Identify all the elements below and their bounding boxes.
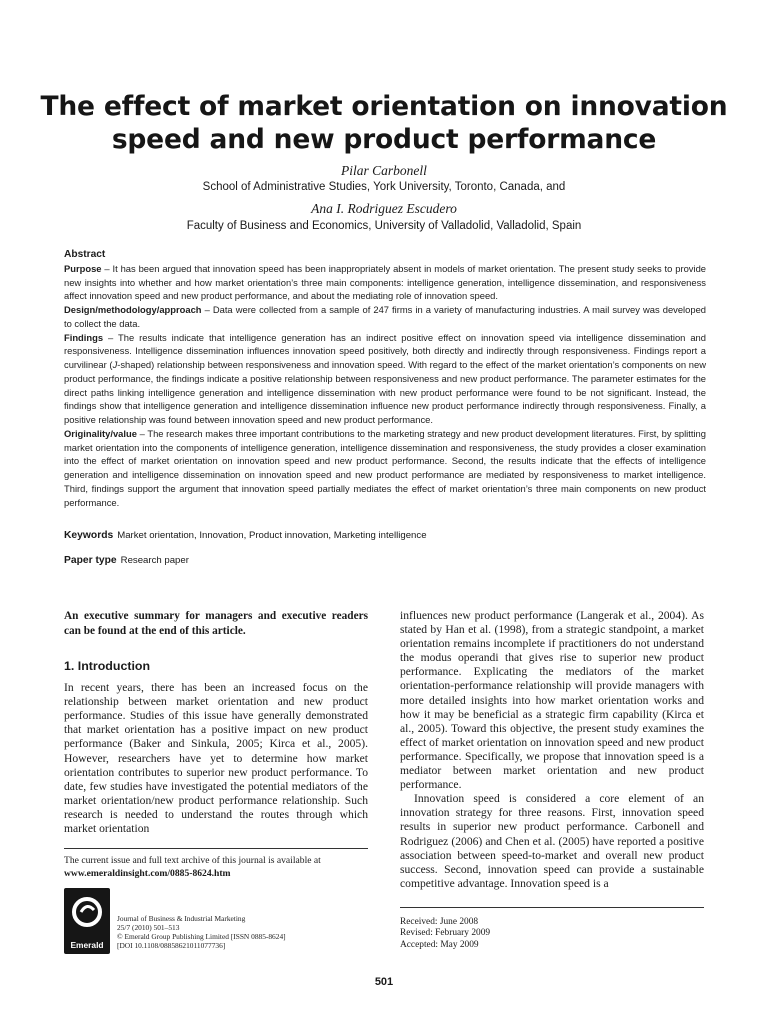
abstract-heading: Abstract — [64, 249, 106, 260]
abstract-originality — [64, 427, 706, 510]
abstract — [64, 248, 706, 509]
paper-type-label: Paper type — [64, 555, 117, 566]
emerald-logo — [64, 888, 110, 954]
date-revised: Revised: February 2009 — [400, 928, 491, 939]
keywords-value: Market orientation, Innovation, Product innovation, Marketing intelligence — [117, 530, 427, 541]
journal-doi: [DOI 10.1108/08858621011077736] — [117, 941, 226, 950]
dates-divider — [400, 907, 704, 908]
keywords-label: Keywords — [64, 530, 114, 541]
findings-j: J — [112, 359, 118, 370]
paper-title: The effect of market orientation on innovation speed and new product performance — [40, 91, 728, 155]
abstract-purpose — [64, 262, 706, 303]
keywords — [64, 530, 427, 541]
right-paragraph-1: influences new product performance (Langerak et al., 2004). As stated by Han et al. (1998), from a strategic standpoint, a market orientation remains incomplete if practitioners do not understand the modus operandi that gives rise to superior new product performance. Explicating the mediators of the market orientation-performance relationship will provide managers with more detailed insights into how market orientation works and how it may be beneficial as a strategic firm capability (Kirca et al., 2005). Toward this objective, the present study examines the effect of market orientation on innovation speed and new product performance. Specifically, we propose that innovation speed is a mediator between market orientation and new product performance. — [400, 609, 704, 792]
design-label: Design/methodology/approach — [64, 304, 202, 315]
purpose-text: – It has been argued that innovation speed has been inappropriately absent in models of market orientation. The present study seeks to provide new insights into whether and how market orientation’s three main components: intelligence generation, intelligence dissemination, and responsiveness affect innovation speed and new product performance, and about the mediating role of innovation speed. — [64, 262, 706, 302]
footnote-divider — [64, 848, 368, 849]
originality-label: Originality/value — [64, 427, 137, 439]
purpose-label: Purpose — [64, 262, 102, 274]
right-column — [400, 609, 704, 891]
findings-text-a: – The results indicate that intelligence generation has an indirect positive effect on innovation speed via intelligence dissemination and responsiveness. Intelligence dissemination influences innovation speed positively, both directly and indirectly through responsiveness. Findings report a curvilinear ( — [64, 331, 706, 370]
left-column — [64, 609, 368, 836]
paper-type — [64, 555, 189, 566]
intro-paragraph: In recent years, there has been an increased focus on the relationship between market orientation and new product performance. Studies of this issue have generally demonstrated that market orientation has a positive impact on new product performance (Baker and Sinkula, 2005; Kirca et al., 2005). However, researchers have yet to determine how market orientation contributes to superior new product performance. To date, few studies have investigated the potential mediators of the market orientation/new product performance relationship. Such research is needed to understand the routes through which market orientation — [64, 681, 368, 836]
page-number: 501 — [374, 976, 394, 988]
findings-text-b: -shaped) relationship between responsiveness and innovation speed. With regard to the effect of the market orientation’s components on new product performance, the findings indicate a positive relationship between responsiveness and new product performance. The parameter estimates for the direct paths linking intelligence generation and intelligence dissemination with new product performance were found to be not significant. Instead, the findings show that intelligence generation and intelligence dissemination influence new product performance indirectly through responsiveness. Finally, a positive relationship was found between innovation speed and new product performance. — [64, 359, 707, 425]
author-2-affiliation: Faculty of Business and Economics, University of Valladolid, Valladolid, Spain — [186, 220, 582, 232]
journal-copyright: © Emerald Group Publishing Limited [ISSN 0885-8624] — [117, 932, 286, 941]
findings-label: Findings — [64, 331, 104, 343]
journal-volume: 25/7 (2010) 501–513 — [117, 923, 180, 932]
right-paragraph-2: Innovation speed is considered a core element of an innovation strategy for three reasons. First, innovation speed results in superior new product performance. Carbonell and Rodriguez (2006) and Chen et al. (2005) have reported a positive association between speed-to-market and overall new product success. Second, innovation speed can provide a sustainable competitive advantage. Innovation speed is a — [400, 792, 704, 890]
section-heading-introduction: 1. Introduction — [64, 659, 151, 673]
author-1-affiliation: School of Administrative Studies, York University, Toronto, Canada, and — [202, 181, 566, 193]
footnote — [64, 854, 374, 880]
footnote-text: The current issue and full text archive of this journal is available at — [64, 855, 321, 866]
date-received: Received: June 2008 — [400, 917, 479, 927]
paper-type-value: Research paper — [120, 555, 189, 566]
journal-meta — [117, 914, 286, 950]
emerald-logo-icon — [64, 888, 110, 938]
abstract-findings — [64, 331, 706, 427]
submission-dates — [400, 917, 490, 951]
originality-text: – The research makes three important contributions to the marketing strategy and new product development literatures. First, by splitting market orientation into the components of intelligence generation, intelligence dissemination and responsiveness, the study provides a closer examination into the effect of market orientation on innovation speed and new product performance. Second, the results indicate that the effects of intelligence generation and intelligence dissemination on innovation speed and new product performance are mediated by responsiveness to market intelligence. Third, findings support the argument that innovation speed partially mediates the effect of market orientation’s three main components on new product performance. — [64, 427, 706, 508]
abstract-design — [64, 303, 706, 331]
executive-summary-note: An executive summary for managers and executive readers can be found at the end of this article. — [64, 610, 368, 637]
design-text: – Data were collected from a sample of 247 firms in a variety of manufacturing industries. A mail survey was developed to collect the data. — [64, 304, 707, 329]
author-2-name: Ana I. Rodriguez Escudero — [311, 201, 457, 216]
journal-name: Journal of Business & Industrial Marketing — [117, 914, 246, 923]
author-1-name: Pilar Carbonell — [341, 163, 427, 178]
journal-url-link[interactable]: www.emeraldinsight.com/0885-8624.htm — [64, 868, 231, 879]
logo-text: Emerald — [70, 940, 104, 950]
date-accepted: Accepted: May 2009 — [400, 939, 479, 950]
